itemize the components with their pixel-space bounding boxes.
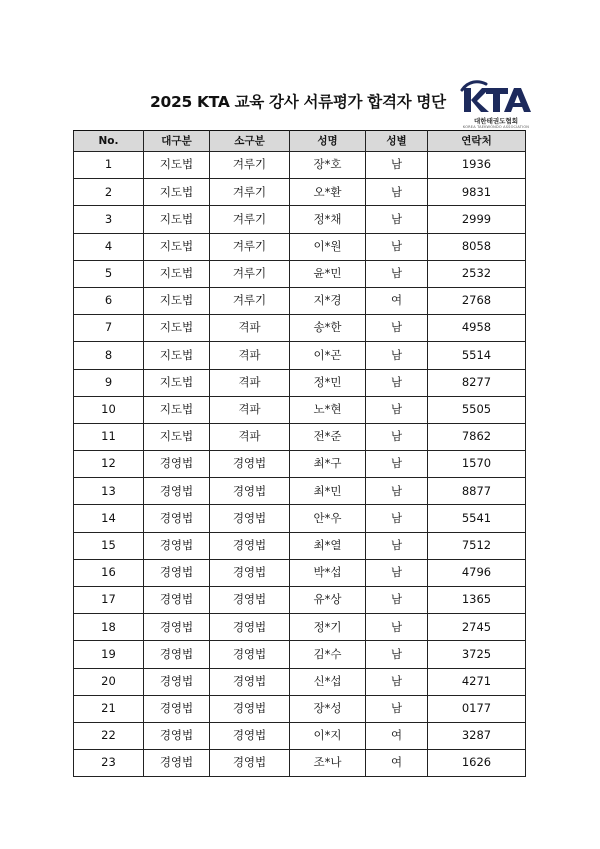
- cell-name: 김*수: [290, 641, 366, 668]
- cell-no: 16: [74, 559, 144, 586]
- kta-logo-name: 대한태권도협회: [474, 117, 518, 125]
- table-row: [74, 423, 526, 450]
- cell-contact: 0177: [428, 695, 526, 722]
- table-row: [74, 179, 526, 206]
- cell-contact: 3725: [428, 641, 526, 668]
- cell-no: 5: [74, 260, 144, 287]
- cell-contact: 4796: [428, 559, 526, 586]
- cell-major-category: 지도법: [144, 233, 210, 260]
- cell-major-category: 경영법: [144, 559, 210, 586]
- table-row: [74, 369, 526, 396]
- cell-major-category: 지도법: [144, 260, 210, 287]
- table-row: [74, 478, 526, 505]
- cell-gender: 남: [366, 587, 428, 614]
- cell-no: 20: [74, 668, 144, 695]
- cell-contact: 2768: [428, 287, 526, 314]
- cell-major-category: 경영법: [144, 614, 210, 641]
- cell-name: 정*기: [290, 614, 366, 641]
- cell-contact: 5514: [428, 342, 526, 369]
- cell-contact: 1626: [428, 750, 526, 777]
- cell-minor-category: 겨루기: [210, 287, 290, 314]
- table-row: [74, 668, 526, 695]
- cell-no: 8: [74, 342, 144, 369]
- kta-logo-subname: KOREA TAEKWONDO ASSOCIATION: [462, 125, 530, 129]
- cell-major-category: 지도법: [144, 342, 210, 369]
- cell-contact: 1365: [428, 587, 526, 614]
- table-row: [74, 559, 526, 586]
- cell-name: 안*우: [290, 505, 366, 532]
- cell-gender: 여: [366, 722, 428, 749]
- cell-no: 13: [74, 478, 144, 505]
- cell-no: 9: [74, 369, 144, 396]
- cell-no: 11: [74, 423, 144, 450]
- cell-gender: 남: [366, 315, 428, 342]
- col-header-name: 성명: [290, 131, 366, 152]
- cell-minor-category: 경영법: [210, 587, 290, 614]
- col-header-no: No.: [74, 131, 144, 152]
- table-row: [74, 342, 526, 369]
- cell-no: 18: [74, 614, 144, 641]
- cell-gender: 여: [366, 750, 428, 777]
- cell-gender: 남: [366, 396, 428, 423]
- cell-minor-category: 경영법: [210, 614, 290, 641]
- cell-name: 박*섭: [290, 559, 366, 586]
- cell-contact: 2532: [428, 260, 526, 287]
- table-row: [74, 152, 526, 179]
- table-row: [74, 451, 526, 478]
- cell-minor-category: 경영법: [210, 641, 290, 668]
- cell-name: 최*열: [290, 532, 366, 559]
- table-row: [74, 287, 526, 314]
- cell-gender: 남: [366, 423, 428, 450]
- cell-gender: 남: [366, 342, 428, 369]
- cell-name: 정*채: [290, 206, 366, 233]
- cell-gender: 남: [366, 260, 428, 287]
- cell-major-category: 지도법: [144, 179, 210, 206]
- cell-major-category: 경영법: [144, 478, 210, 505]
- cell-gender: 남: [366, 451, 428, 478]
- cell-major-category: 경영법: [144, 641, 210, 668]
- table-row: [74, 315, 526, 342]
- col-header-gender: 성별: [366, 131, 428, 152]
- cell-name: 이*곤: [290, 342, 366, 369]
- cell-no: 17: [74, 587, 144, 614]
- cell-contact: 7862: [428, 423, 526, 450]
- kta-logo: [460, 80, 532, 130]
- cell-name: 이*지: [290, 722, 366, 749]
- cell-gender: 여: [366, 287, 428, 314]
- cell-major-category: 경영법: [144, 750, 210, 777]
- table-row: [74, 505, 526, 532]
- cell-major-category: 경영법: [144, 695, 210, 722]
- table-row: [74, 750, 526, 777]
- table-row: [74, 641, 526, 668]
- cell-no: 10: [74, 396, 144, 423]
- cell-major-category: 지도법: [144, 369, 210, 396]
- cell-contact: 5541: [428, 505, 526, 532]
- cell-minor-category: 격파: [210, 396, 290, 423]
- table-row: [74, 396, 526, 423]
- cell-major-category: 경영법: [144, 532, 210, 559]
- cell-minor-category: 겨루기: [210, 179, 290, 206]
- col-header-contact: 연락처: [428, 131, 526, 152]
- cell-contact: 9831: [428, 179, 526, 206]
- cell-major-category: 경영법: [144, 587, 210, 614]
- cell-gender: 남: [366, 695, 428, 722]
- cell-major-category: 지도법: [144, 206, 210, 233]
- cell-no: 21: [74, 695, 144, 722]
- cell-gender: 남: [366, 532, 428, 559]
- cell-gender: 남: [366, 369, 428, 396]
- passer-list-table: [73, 130, 526, 777]
- cell-minor-category: 겨루기: [210, 233, 290, 260]
- cell-gender: 남: [366, 478, 428, 505]
- cell-name: 전*준: [290, 423, 366, 450]
- cell-no: 6: [74, 287, 144, 314]
- document-header: [0, 78, 600, 130]
- cell-minor-category: 경영법: [210, 532, 290, 559]
- cell-contact: 4958: [428, 315, 526, 342]
- cell-minor-category: 경영법: [210, 505, 290, 532]
- document-title: 2025 KTA 교육 강사 서류평가 합격자 명단: [150, 93, 446, 111]
- cell-no: 15: [74, 532, 144, 559]
- cell-no: 12: [74, 451, 144, 478]
- table-row: [74, 260, 526, 287]
- cell-gender: 남: [366, 559, 428, 586]
- cell-major-category: 지도법: [144, 423, 210, 450]
- col-header-minor-category: 소구분: [210, 131, 290, 152]
- cell-name: 송*한: [290, 315, 366, 342]
- cell-major-category: 지도법: [144, 152, 210, 179]
- cell-name: 윤*민: [290, 260, 366, 287]
- cell-major-category: 경영법: [144, 722, 210, 749]
- table-row: [74, 614, 526, 641]
- cell-minor-category: 경영법: [210, 559, 290, 586]
- cell-name: 노*현: [290, 396, 366, 423]
- cell-contact: 7512: [428, 532, 526, 559]
- table-header-row: [74, 131, 526, 152]
- cell-name: 이*원: [290, 233, 366, 260]
- cell-contact: 1570: [428, 451, 526, 478]
- table-row: [74, 587, 526, 614]
- kta-logo-mark: [460, 80, 532, 116]
- cell-no: 4: [74, 233, 144, 260]
- cell-no: 22: [74, 722, 144, 749]
- cell-major-category: 지도법: [144, 287, 210, 314]
- cell-name: 최*민: [290, 478, 366, 505]
- cell-contact: 4271: [428, 668, 526, 695]
- cell-no: 2: [74, 179, 144, 206]
- cell-minor-category: 겨루기: [210, 206, 290, 233]
- cell-minor-category: 겨루기: [210, 260, 290, 287]
- cell-contact: 8277: [428, 369, 526, 396]
- cell-gender: 남: [366, 614, 428, 641]
- table-row: [74, 233, 526, 260]
- col-header-major-category: 대구분: [144, 131, 210, 152]
- cell-no: 14: [74, 505, 144, 532]
- cell-minor-category: 경영법: [210, 722, 290, 749]
- table-body: [74, 152, 526, 777]
- cell-minor-category: 겨루기: [210, 152, 290, 179]
- cell-no: 19: [74, 641, 144, 668]
- cell-name: 조*나: [290, 750, 366, 777]
- cell-name: 장*호: [290, 152, 366, 179]
- cell-minor-category: 격파: [210, 369, 290, 396]
- cell-no: 1: [74, 152, 144, 179]
- cell-gender: 남: [366, 668, 428, 695]
- cell-name: 최*구: [290, 451, 366, 478]
- cell-minor-category: 경영법: [210, 478, 290, 505]
- cell-contact: 3287: [428, 722, 526, 749]
- cell-name: 유*상: [290, 587, 366, 614]
- cell-contact: 5505: [428, 396, 526, 423]
- cell-minor-category: 격파: [210, 423, 290, 450]
- table-row: [74, 532, 526, 559]
- cell-name: 신*섭: [290, 668, 366, 695]
- cell-major-category: 경영법: [144, 451, 210, 478]
- cell-minor-category: 경영법: [210, 451, 290, 478]
- cell-gender: 남: [366, 179, 428, 206]
- cell-contact: 1936: [428, 152, 526, 179]
- cell-name: 지*경: [290, 287, 366, 314]
- table-row: [74, 695, 526, 722]
- table-row: [74, 722, 526, 749]
- cell-contact: 2745: [428, 614, 526, 641]
- cell-minor-category: 경영법: [210, 750, 290, 777]
- cell-minor-category: 격파: [210, 342, 290, 369]
- cell-no: 23: [74, 750, 144, 777]
- cell-gender: 남: [366, 641, 428, 668]
- cell-no: 7: [74, 315, 144, 342]
- cell-gender: 남: [366, 152, 428, 179]
- cell-contact: 8877: [428, 478, 526, 505]
- cell-minor-category: 경영법: [210, 695, 290, 722]
- cell-gender: 남: [366, 233, 428, 260]
- cell-minor-category: 격파: [210, 315, 290, 342]
- cell-name: 오*환: [290, 179, 366, 206]
- cell-contact: 8058: [428, 233, 526, 260]
- cell-name: 정*민: [290, 369, 366, 396]
- cell-name: 장*성: [290, 695, 366, 722]
- cell-major-category: 경영법: [144, 505, 210, 532]
- cell-no: 3: [74, 206, 144, 233]
- cell-contact: 2999: [428, 206, 526, 233]
- cell-major-category: 지도법: [144, 396, 210, 423]
- cell-gender: 남: [366, 505, 428, 532]
- cell-major-category: 지도법: [144, 315, 210, 342]
- cell-major-category: 경영법: [144, 668, 210, 695]
- table-row: [74, 206, 526, 233]
- cell-gender: 남: [366, 206, 428, 233]
- cell-minor-category: 경영법: [210, 668, 290, 695]
